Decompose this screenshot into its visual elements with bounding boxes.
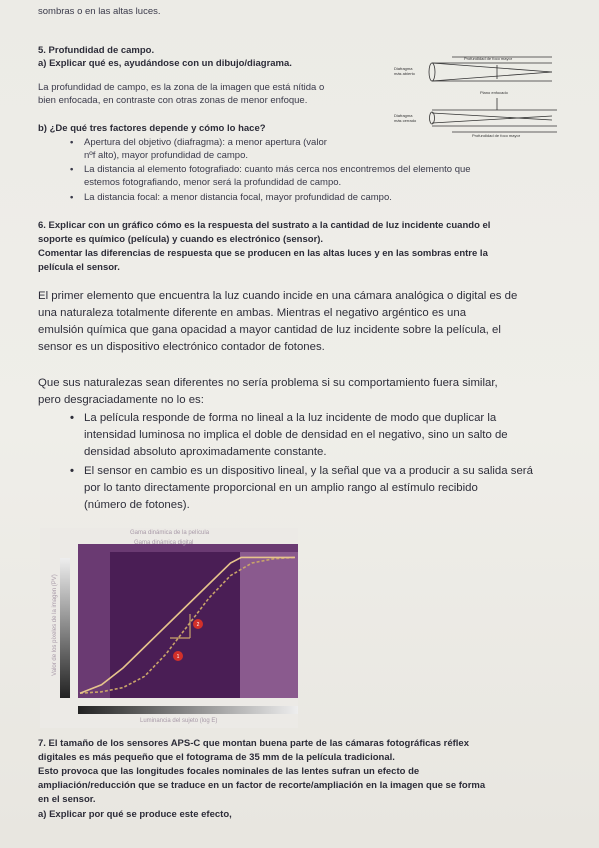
- q7-title-line: digitales es más pequeño que el fotograma de 35 mm de la película tradicional.: [38, 752, 395, 763]
- q6-title-line: 6. Explicar con un gráfico cómo es la respuesta del sustrato a la cantidad de luz incidente cuando el: [38, 220, 491, 231]
- q6-bullet: • La película responde de forma no lineal a la luz incidente de modo que duplicar la: [84, 410, 496, 426]
- marker-2-label: 2: [196, 622, 200, 628]
- legend-film: Gama dinámica de la película: [130, 530, 210, 536]
- q6-para1-line: El primer elemento que encuentra la luz cuando incide en una cámara analógica o digital es de: [38, 290, 518, 302]
- q5-bullet-cont: nºf alto), mayor profundidad de campo.: [84, 150, 249, 161]
- q7-title-line: ampliación/reducción que se traduce en un factor de recorte/ampliación en la imagen que se forma: [38, 780, 486, 791]
- q6-para1-line: sensor es un dispositivo electrónico contador de fotones.: [38, 341, 325, 353]
- q5-bullet: • La distancia al elemento fotografiado: cuanto más cerca nos encontremos del elemento que: [84, 163, 471, 177]
- x-axis-label: Luminancia del sujeto (log E): [140, 718, 218, 724]
- q6-title-line: soporte es químico (película) y cuando es electrónico (sensor).: [38, 234, 324, 245]
- q6-title-line: Comentar las diferencias de respuesta que se producen en las altas luces y en las sombras entre la: [38, 248, 488, 259]
- q5-bullet: • La distancia focal: a menor distancia focal, mayor profundidad de campo.: [84, 191, 392, 205]
- q6-bullet-cont: densidad absoluto aproximadamente constante.: [84, 446, 327, 458]
- q6-bullet-cont: (número de fotones).: [84, 499, 190, 511]
- q5-answer-line: bien enfocada, en contraste con otras zonas de menor enfoque.: [38, 95, 308, 106]
- top-line: sombras o en las altas luces.: [38, 6, 161, 17]
- q5-bullet: • Apertura del objetivo (diafragma): a menor apertura (valor: [84, 136, 327, 150]
- q6-bullet-cont: por lo tanto directamente proporcional en un amplio rango al estímulo recibido: [84, 482, 478, 494]
- q6-bullet-cont: intensidad luminosa no implica el doble de densidad en el negativo, sino un salto de: [84, 429, 508, 441]
- diagram-left-bottom-2: más cerrado: [394, 118, 417, 123]
- response-chart: [40, 528, 298, 728]
- q6-para1-line: emulsión química que gana opacidad a mayor cantidad de luz incidente sobre la película, el: [38, 324, 501, 336]
- y-axis-label: Valor de los píxeles de la imagen (PV): [52, 574, 58, 676]
- q5-b-label: b) ¿De qué tres factores depende y cómo lo hace?: [38, 123, 266, 134]
- diagram-left-top-1: Diafragma: [394, 66, 413, 71]
- q5-answer-line: La profundidad de campo, es la zona de la imagen que está nítida o: [38, 82, 325, 93]
- q7-title-line: en el sensor.: [38, 794, 96, 805]
- q5-a-label: a) Explicar qué es, ayudándose con un dibujo/diagrama.: [38, 58, 292, 69]
- marker-1-label: 1: [176, 654, 180, 660]
- q6-para1-line: una naturaleza totalmente diferente en ambas. Mientras el negativo argéntico es una: [38, 307, 467, 319]
- diagram-top-label: Profundidad de foco mayor: [464, 56, 513, 61]
- q7-a-label: a) Explicar por qué se produce este efecto,: [38, 809, 232, 820]
- depth-of-field-diagram: [392, 52, 562, 142]
- diagram-bottom-label: Profundidad de foco mayor: [472, 133, 521, 138]
- q6-para2-line: Que sus naturalezas sean diferentes no sería problema si su comportamiento fuera similar,: [38, 377, 498, 389]
- diagram-mid-label: Plano enfocado: [480, 90, 508, 95]
- legend-sensor: Gama dinámica digital: [134, 540, 194, 546]
- q6-bullet: • El sensor en cambio es un dispositivo lineal, y la señal que va a producir a su salida será: [84, 463, 533, 479]
- q6-title-line: película el sensor.: [38, 262, 120, 273]
- q7-title-line: Esto provoca que las longitudes focales nominales de las lentes sufran un efecto de: [38, 766, 420, 777]
- response-chart-svg: [40, 528, 298, 728]
- q5-title: 5. Profundidad de campo.: [38, 45, 155, 56]
- diagram-left-top-2: más abierto: [394, 71, 415, 76]
- q6-para2-line: pero desgraciadamente no lo es:: [38, 394, 204, 406]
- q5-bullet-cont: estemos fotografiando, menor será la profundidad de campo.: [84, 177, 342, 188]
- q7-title-line: 7. El tamaño de los sensores APS-C que montan buena parte de las cámaras fotográficas réflex: [38, 738, 469, 749]
- diagram-left-bottom-1: Diafragma: [394, 113, 413, 118]
